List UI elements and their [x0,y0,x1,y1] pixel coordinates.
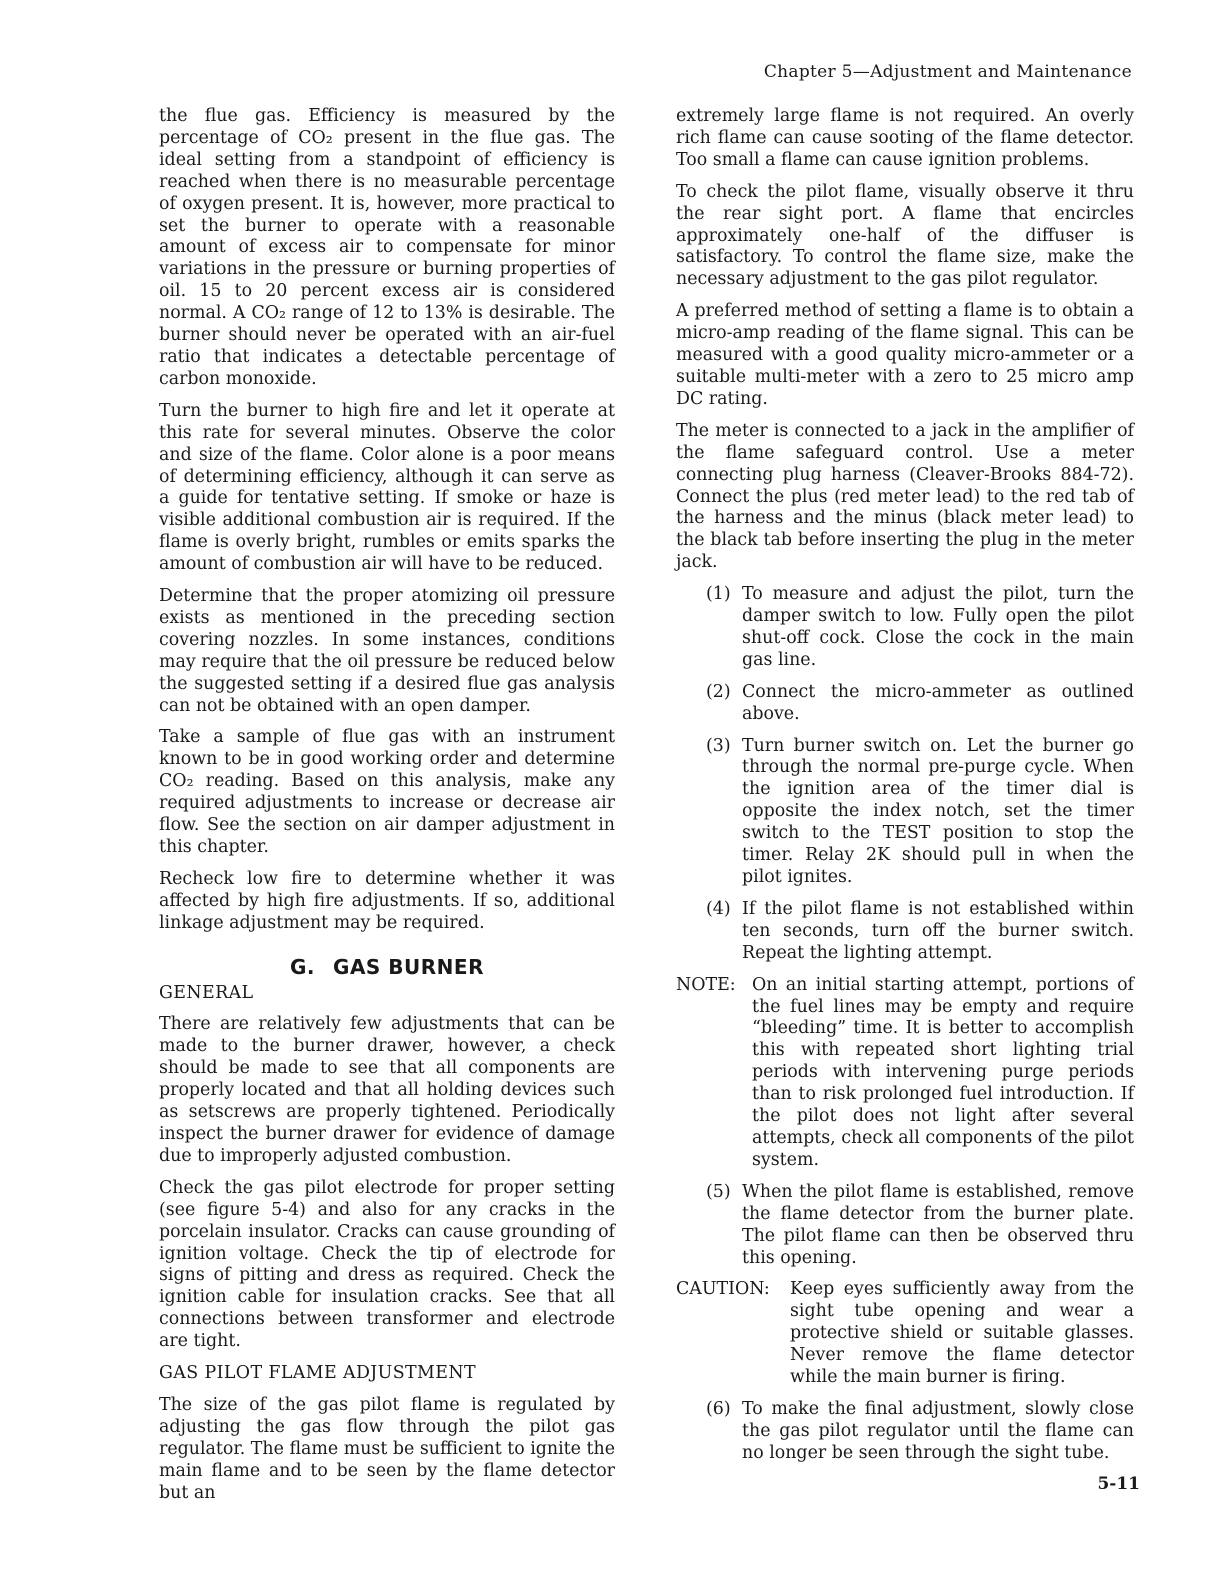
note-text: On an initial starting attempt, portions of the fuel lines may be empty and require “bleeding” time. It is better to accomplish this with repeated short lighting trial periods with intervening purge periods than to risk prolonged fuel introduction. If the pilot does not light after several attempts, check all components of the pilot system. [752,974,1134,1170]
step-number: (3) [706,735,731,756]
body-paragraph: A preferred method of setting a flame is to obtain a micro-amp reading of the flame signal. This can be measured with a good quality micro-ammeter or a suitable multi-meter with a zero to 25 micro amp DC rating. [676,301,1134,409]
step-number: (4) [706,898,731,919]
body-paragraph: To check the pilot flame, visually observe it thru the rear sight port. A flame that encircles approximately one-half of the diffuser is satisfactory. To control the flame size, make the necessary adjustment to the gas pilot regulator. [676,181,1134,290]
subheading-pilot-flame: GAS PILOT FLAME ADJUSTMENT [159,1363,476,1384]
section-letter: G. [290,954,316,979]
body-paragraph: the flue gas. Efficiency is measured by the percentage of CO₂ present in the flue gas. The ideal setting from a standpoint of efficiency is reached when there is no measurable percentage of oxygen present. It is, however, more practical to set the burner to operate with a reasonable amount of excess air to compensate for minor variations in the pressure or burning properties of oil. 15 to 20 percent excess air is considered normal. A CO₂ range of 12 to 13% is desirable. The burner should never be operated with an air-fuel ratio that indicates a detectable percentage of carbon monoxide. [159,106,615,389]
step-text: If the pilot flame is not established within ten seconds, turn off the burner switch. Repeat the lighting attempt. [742,898,1134,963]
list-item [706,584,1134,672]
body-paragraph: There are relatively few adjustments that can be made to the burner drawer, however, a check should be made to see that all components are properly located and that all holding devices such as setscrews are properly tightened. Periodically inspect the burner drawer for evidence of damage due to improperly adjusted combustion. [159,1014,615,1166]
list-item [706,1399,1134,1465]
subheading-general: GENERAL [159,982,254,1003]
note-block [676,975,1134,1172]
body-paragraph: Turn the burner to high fire and let it operate at this rate for several minutes. Observe the color and size of the flame. Color alone is a poor means of determining efficiency, although it can serve as a guide for tentative setting. If smoke or haze is visible additional combustion air is required. If the flame is overly bright, rumbles or emits sparks the amount of combustion air will have to be reduced. [159,400,615,575]
section-heading [159,954,615,979]
page-number: 5-11 [1097,1474,1140,1494]
body-paragraph: The meter is connected to a jack in the amplifier of the flame safeguard control. Use a meter connecting plug harness (Cleaver-Brooks 884-72). Connect the plus (red meter lead) to the red tab of the harness and the minus (black meter lead) to the black tab before inserting the plug in the meter jack. [676,420,1134,573]
step-number: (5) [706,1181,731,1202]
step-text: To make the final adjustment, slowly close the gas pilot regulator until the flame can no longer be seen through the sight tube. [742,1398,1134,1463]
step-number: (2) [706,681,731,702]
step-text: Turn burner switch on. Let the burner go through the normal pre-purge cycle. When the ignition area of the timer dial is opposite the index notch, set the timer switch to the TEST position to stop the timer. Relay 2K should pull in when the pilot ignites. [742,735,1134,887]
list-item [706,1182,1134,1270]
body-paragraph: Take a sample of flue gas with an instrument known to be in good working order and determine CO₂ reading. Based on this analysis, make any required adjustments to increase or decrease air flow. See the section on air damper adjustment in this chapter. [159,727,615,857]
body-paragraph: The size of the gas pilot flame is regulated by adjusting the gas flow through the pilot gas regulator. The flame must be sufficient to ignite the main flame and to be seen by the flame detector but an [159,1394,615,1503]
section-title: GAS BURNER [333,954,484,979]
caution-text: Keep eyes sufficiently away from the sight tube opening and wear a protective shield or suitable glasses. Never remove the flame detector while the main burner is firing. [790,1279,1134,1388]
step-text: To measure and adjust the pilot, turn the damper switch to low. Fully open the pilot shut-off cock. Close the cock in the main gas line. [742,584,1134,670]
list-item [706,682,1134,726]
note-label: NOTE: [676,974,736,995]
running-header: Chapter 5—Adjustment and Maintenance [763,62,1132,82]
body-paragraph: Check the gas pilot electrode for proper setting (see figure 5-4) and also for any cracks in the porcelain insulator. Cracks can cause grounding of ignition voltage. Check the tip of electrode for signs of pitting and dress as required. Check the ignition cable for insulation cracks. See that all connections between transformer and electrode are tight. [159,1177,615,1352]
caution-label: CAUTION: [676,1279,770,1300]
step-text: When the pilot flame is established, remove the flame detector from the burner plate. The pilot flame can then be observed thru this opening. [742,1181,1134,1268]
step-text: Connect the micro-ammeter as outlined above. [742,681,1134,724]
list-item [706,899,1134,965]
body-paragraph: Determine that the proper atomizing oil pressure exists as mentioned in the preceding section covering nozzles. In some instances, conditions may require that the oil pressure be reduced below the suggested setting if a desired flue gas analysis can not be obtained with an open damper. [159,586,615,716]
body-paragraph: extremely large flame is not required. An overly rich flame can cause sooting of the flame detector. Too small a flame can cause ignition problems. [676,106,1134,170]
caution-block [676,1279,1134,1389]
step-number: (6) [706,1398,731,1419]
right-column [676,106,1134,1475]
list-item [706,736,1134,889]
left-column [159,106,615,1514]
body-paragraph: Recheck low fire to determine whether it was affected by high fire adjustments. If so, additional linkage adjustment may be required. [159,868,615,933]
step-number: (1) [706,584,731,605]
